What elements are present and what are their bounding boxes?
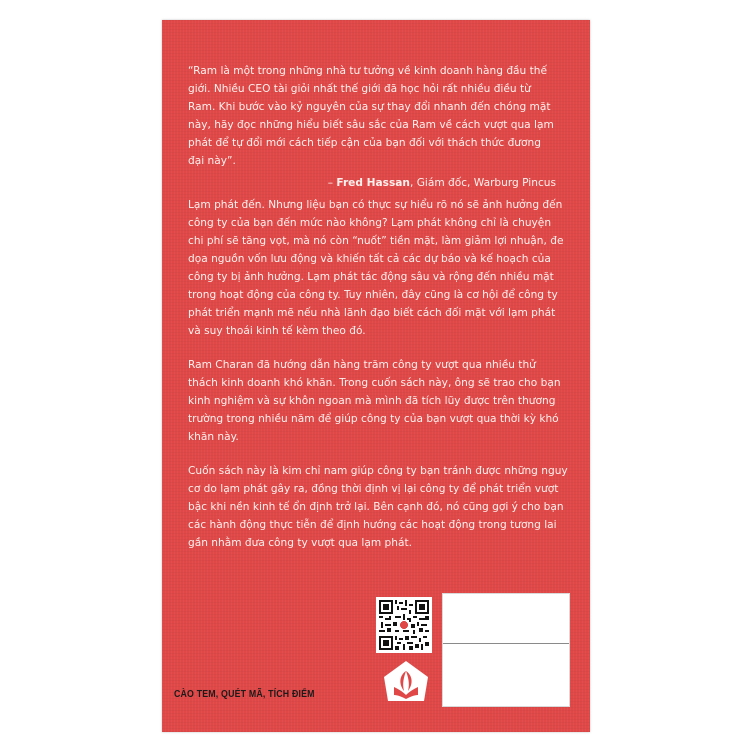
quote-text: “Ram là một trong những nhà tư tưởng về kinh doanh hàng đầu thế giới. Nhiều CEO tài giỏi nhất thế giới đã học hỏi rất nhiều điều từ Ram. Khi bước vào kỷ nguyên của sự thay đổi nhanh đến chóng mặt này, hãy đọc những hiểu biết sâu sắc của Ram về cách vượt qua lạm phát để tự đổi mới cách tiếp cận của bạn đối với thách thức đương đại này”. — [188, 65, 554, 167]
qr-code-icon[interactable] — [376, 597, 432, 653]
quote-author-role: , Giám đốc, Warburg Pincus — [409, 177, 556, 189]
tagline: CÀO TEM, QUÉT MÃ, TÍCH ĐIỂM — [174, 689, 315, 700]
stamp-divider — [443, 643, 569, 644]
blurb-paragraph-3: Cuốn sách này là kim chỉ nam giúp công ty bạn tránh được những nguy cơ do lạm phát gây ra, đồng thời định vị lại công ty để phát triển vượt bậc khi nền kinh tế ổn định trở lại. Bên cạnh đó, nó cũng gợi ý cho bạn các hành động thực tiễn để định hướng các hoạt động trong tương lai gần nhằm đưa công ty vượt qua lạm phát. — [188, 465, 568, 549]
anti-counterfeit-stamp-area — [442, 593, 570, 707]
blurb-paragraph-2: Ram Charan đã hướng dẫn hàng trăm công ty vượt qua nhiều thử thách kinh doanh khó khăn. Trong cuốn sách này, ông sẽ trao cho bạn kinh nghiệm và sự khôn ngoan mà mình đã tích lũy được trên thương trường trong nhiều năm để giúp công ty của bạn vượt qua thời kỳ khó khăn này. — [188, 359, 561, 443]
quote-author: Fred Hassan — [336, 177, 410, 189]
quote-attribution — [188, 174, 558, 192]
back-cover — [162, 20, 590, 732]
blurb-paragraph-1: Lạm phát đến. Nhưng liệu bạn có thực sự hiểu rõ nó sẽ ảnh hưởng đến công ty của bạn đến mức nào không? Lạm phát không chỉ là chuyện chi phí sẽ tăng vọt, mà nó còn “nuốt” tiền mặt, làm giảm lợi nhuận, đe dọa nguồn vốn lưu động và khiến tất cả các dự báo và kế hoạch của công ty bị ảnh hưởng. Lạm phát tác động sâu và rộng đến nhiều mặt trong hoạt động của công ty. Tuy nhiên, đây cũng là cơ hội để công ty phát triển mạnh mẽ nếu nhà lãnh đạo biết cách đối mặt với lạm phát và suy thoái kinh tế kèm theo đó. — [188, 199, 564, 337]
publisher-logo-icon — [380, 657, 432, 705]
attribution-dash: – — [327, 177, 337, 189]
blurb-body — [188, 196, 568, 568]
testimonial-quote — [188, 62, 558, 192]
